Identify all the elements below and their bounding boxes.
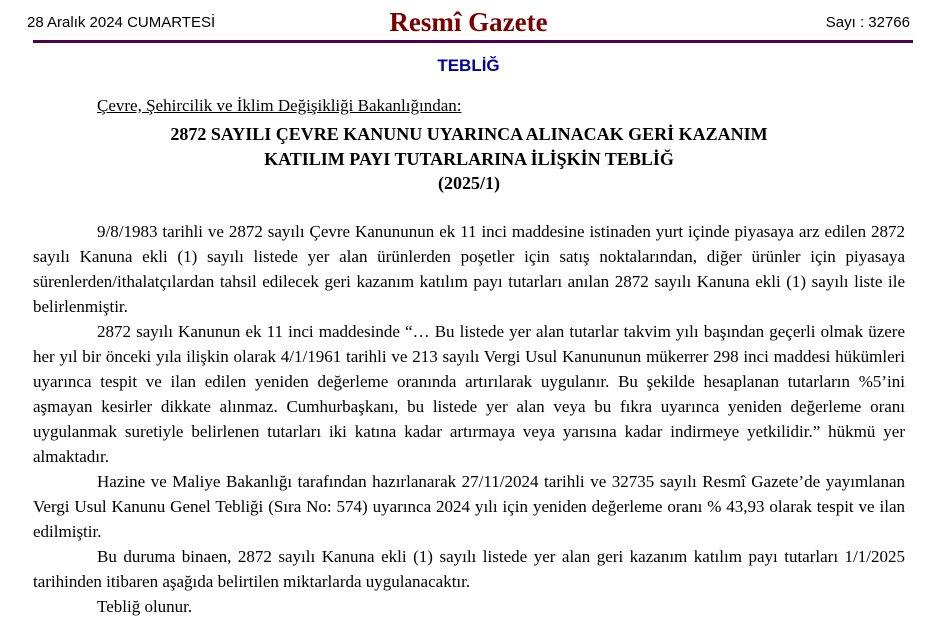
header-divider-rule	[33, 40, 913, 43]
notification-title-number: (2025/1)	[438, 173, 500, 193]
gazette-masthead-title: Resmî Gazete	[389, 6, 548, 37]
notification-title	[33, 122, 905, 196]
section-heading: TEBLİĞ	[437, 56, 500, 75]
document-body	[33, 219, 905, 619]
paragraph-5: Tebliğ olunur.	[97, 596, 193, 616]
paragraph-3: Hazine ve Maliye Bakanlığı tarafından hazırlanarak 27/11/2024 tarihli ve 32735 sayılı Resmî Gazete’de yayımlanan Vergi Usul Kanunu Genel Tebliği (Sıra No: 574) uyarınca 2024 yılı için yeniden değerleme oranı % 43,93 olarak tespit ve ilan edilmiştir.	[33, 471, 905, 541]
notification-title-line-1: 2872 SAYILI ÇEVRE KANUNU UYARINCA ALINACAK GERİ KAZANIM	[170, 124, 768, 144]
issue-number: Sayı : 32766	[825, 13, 910, 31]
paragraph-4: Bu duruma binaen, 2872 sayılı Kanuna ekli (1) sayılı listede yer alan geri kazanım katılım payı tutarları 1/1/2025 tarihinden itibaren aşağıda belirtilen miktarlarda uygulanacaktır.	[33, 546, 905, 591]
paragraph-1: 9/8/1983 tarihli ve 2872 sayılı Çevre Kanununun ek 11 inci maddesine istinaden yurt içinde piyasaya arz edilen 2872 sayılı Kanuna ekli (1) sayılı listede yer alan ürünlerden poşetler için satış noktalarından, diğer ürünler için piyasaya sürenlerden/ithalatçılardan tahsil edilecek geri kazanım katılım payı tutarları anılan 2872 sayılı Kanuna ekli (1) sayılı liste ile belirlenmiştir.	[33, 221, 905, 316]
paragraph-2: 2872 sayılı Kanunun ek 11 inci maddesinde “… Bu listede yer alan tutarlar takvim yılı başından geçerli olmak üzere her yıl bir önceki yıla ilişkin olarak 4/1/1961 tarihli ve 213 sayılı Vergi Usul Kanununun mükerrer 298 inci maddesi hükümleri uyarınca tespit ve ilan edilen yeniden değerleme oranında artırılarak uygulanır. Bu şekilde hesaplanan tutarların %5’ini aşmayan kesirler dikkate alınmaz. Cumhurbaşkanı, bu listede yer alan veya bu fıkra uyarınca yeniden değerleme oranı uygulanmak suretiyle belirlenen tutarları iki katına kadar artırmaya veya yarısına kadar indirmeye yetkilidir.” hükmü yer almaktadır.	[33, 321, 905, 466]
publication-date: 28 Aralık 2024 CUMARTESİ	[27, 13, 216, 31]
notification-title-line-2: KATILIM PAYI TUTARLARINA İLİŞKİN TEBLİĞ	[264, 148, 674, 169]
ministry-source-line: Çevre, Şehircilik ve İklim Değişikliği Bakanlığından:	[97, 96, 462, 115]
gazette-page	[0, 6, 937, 616]
gazette-header	[27, 6, 910, 38]
